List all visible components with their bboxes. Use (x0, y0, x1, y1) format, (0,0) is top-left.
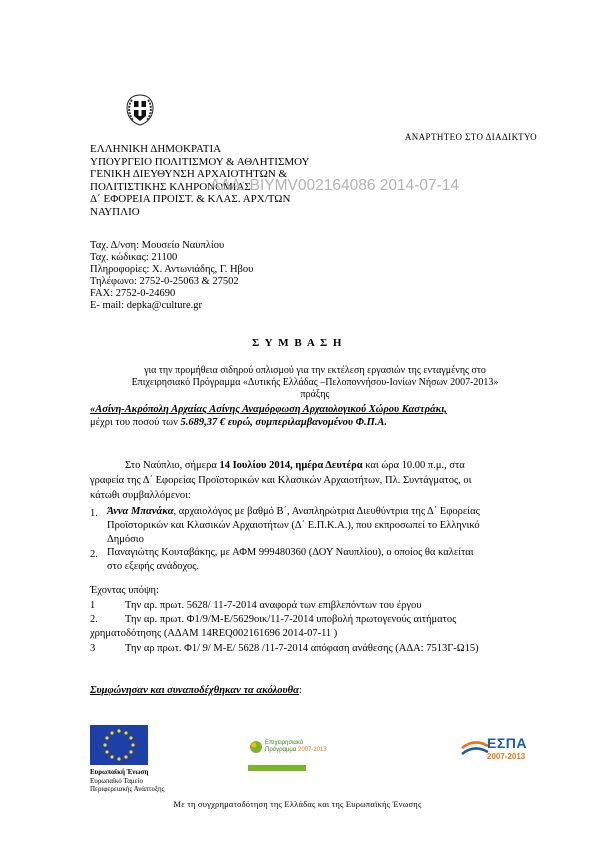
authority-line: Δ΄ ΕΦΟΡΕΙΑ ΠΡΟΙΣΤ. & ΚΛΑΣ. ΑΡΧ/ΤΩΝ (90, 193, 291, 205)
considering-number: 2. (90, 614, 98, 625)
party-line: Προϊστορικών και Κλασικών Αρχαιοτήτων (Δ΄ Ε.Π.Κ.Α.), που εκπροσωπεί το Ελληνικό (107, 520, 480, 531)
party-number: 1. (90, 508, 98, 519)
party-line: στο εξεφής ανάδοχος. (107, 561, 199, 572)
eu-caption-line: Περιφερειακής Ανάπτυξης (90, 785, 165, 793)
contact-fax: FAX: 2752-0-24690 (90, 288, 176, 299)
considering-item: Την αρ. πρωτ. Φ1/9/Μ-Ε/5629οικ/11-7-2014 υποβολή πρωτογενούς αιτήματος (125, 614, 457, 625)
document-title: Σ Υ Μ Β Α Σ Η (252, 337, 343, 349)
considering-heading: Έχοντας υπόψη: (90, 585, 159, 596)
contact-postal-code: Ταχ. κώδικας: 21100 (90, 252, 178, 263)
op-logo-line: Πρόγραμμα 2007-2013 (265, 747, 327, 753)
intro-text: Στο Ναύπλιο, σήμερα (125, 460, 220, 471)
party-name: Άννα Μπανάκα (107, 506, 174, 517)
espa-logo-years: 2007-2013 (487, 752, 526, 761)
subject-line: για την προμήθεια σιδηρού οπλισμού για την εκτέλεση εργασιών της ενταγμένης στο (144, 365, 486, 376)
authority-line: ΝΑΥΠΛΙΟ (90, 205, 140, 218)
authority-line: ΕΛΛΗΝΙΚΗ ΔΗΜΟΚΡΑΤΙΑ (90, 143, 222, 155)
amount-prefix: μέχρι του ποσού των (90, 417, 181, 428)
authority-line: ΥΠΟΥΡΓΕΙΟ ΠΟΛΙΤΙΣΜΟΥ & ΑΘΛΗΤΙΣΜΟΥ (90, 155, 310, 168)
contact-address: Ταχ. Δ/νση: Μουσείο Ναυπλίου (90, 240, 225, 251)
intro-time: και ώρα 10.00 π.μ., στα (362, 460, 465, 471)
eu-caption (90, 768, 164, 794)
agreed-text: Συμφώνησαν και συναποδέχθηκαν τα ακόλουθα (90, 685, 299, 696)
subject-line: πράξης (300, 389, 330, 400)
eu-caption-title: Ευρωπαϊκή Ένωση (90, 768, 149, 776)
greek-state-emblem (122, 92, 158, 128)
considering-item: Την αρ πρωτ. Φ1/ 9/ Μ-Ε/ 5628 /11-7-2014 απόφαση ανάθεσης (ΑΔΑ: 7513Γ-Ω15) (125, 643, 479, 654)
project-title (90, 404, 447, 416)
party-line: Παναγιώτης Κουταβάκης, με ΑΦΜ 999480360 (ΔΟΥ Ναυπλίου), ο οποίος θα καλείται (107, 547, 474, 558)
eu-caption-line: Ευρωπαϊκό Ταμείο (90, 776, 143, 785)
intro-date: 14 Ιουλίου 2014, ημέρα Δευτέρα (219, 460, 363, 471)
intro-line: γραφεία της Δ΄ Εφορείας Προϊστορικών και Κλασικών Αρχαιοτήτων, Πλ. Συντάγματος, οι (90, 475, 472, 486)
contact-info: Πληροφορίες: Χ. Αντωνιάδης, Γ. Ηβου (90, 264, 254, 275)
agreed-heading (90, 685, 302, 697)
amount-value: 5.689,37 € ευρώ, συμπεριλαμβανομένου Φ.Π.Α. (180, 417, 388, 428)
subject-line: Επιχειρησιακό Πρόγραμμα «Δυτικής Ελλάδας –Πελοποννήσου-Ιονίων Νήσων 2007-2013» (131, 377, 499, 388)
op-logo-line: Επιχειρησιακό (265, 740, 304, 746)
party-line: Δημόσιο (107, 534, 144, 545)
cofunding-note: Με τη συγχρηματοδότηση της Ελλάδας και της Ευρωπαϊκής Ένωσης (173, 799, 422, 809)
authority-line: ΓΕΝΙΚΗ ΔΙΕΥΘΥΝΣΗ ΑΡΧΑΙΟΤΗΤΩΝ & (90, 168, 288, 180)
espa-logo-text: ΕΣΠΑ (487, 735, 527, 751)
posting-note: ΑΝΑΡΤΗΤΕΟ ΣΤΟ ΔΙΑΔΙΚΤΥΟ (404, 132, 537, 142)
intro-line (125, 460, 465, 472)
contact-phone: Τηλέφωνο: 2752-0-25063 & 27502 (90, 276, 239, 287)
authority-line: ΠΟΛΙΤΙΣΤΙΚΗΣ ΚΛΗΡΟΝΟΜΙΑΣ (90, 180, 251, 193)
contract-amount (90, 417, 387, 429)
contact-email: E- mail: depka@culture.gr (90, 300, 203, 311)
intro-line: κάτωθι συμβαλλόμενοι: (90, 490, 191, 501)
party-description: , αρχαιολόγος με βαθμό Β΄, Αναπληρώτρια Διευθύντρια της Δ΄ Εφορείας (173, 506, 480, 517)
party-line (107, 506, 480, 518)
considering-item: χρηματοδότησης (ΑΔΑΜ 14REQ002161696 2014-07-11 ) (90, 628, 338, 639)
eu-flag-logo (90, 725, 148, 765)
agreed-colon: : (298, 685, 302, 696)
op-logo-year: 2007-2013 (298, 747, 327, 753)
considering-number: 3 (90, 643, 96, 654)
contact-block (90, 240, 253, 312)
op-logo-text (265, 740, 327, 754)
considering-item: Την αρ. πρωτ. 5628/ 11-7-2014 αναφορά των επιβλεπόντων του έργου (125, 600, 422, 611)
project-title-text: «Ασίνη-Ακρόπολη Αρχαίας Ασίνης Αναμόρφωση Αρχαιολογικού Χώρου Καστράκι, (90, 404, 447, 415)
party-number: 2. (90, 549, 98, 560)
considering-number: 1 (90, 600, 96, 611)
ada-watermark: ΑΔΑ: ΒΙΥΜV002164086 2014-07-14 (210, 177, 460, 194)
